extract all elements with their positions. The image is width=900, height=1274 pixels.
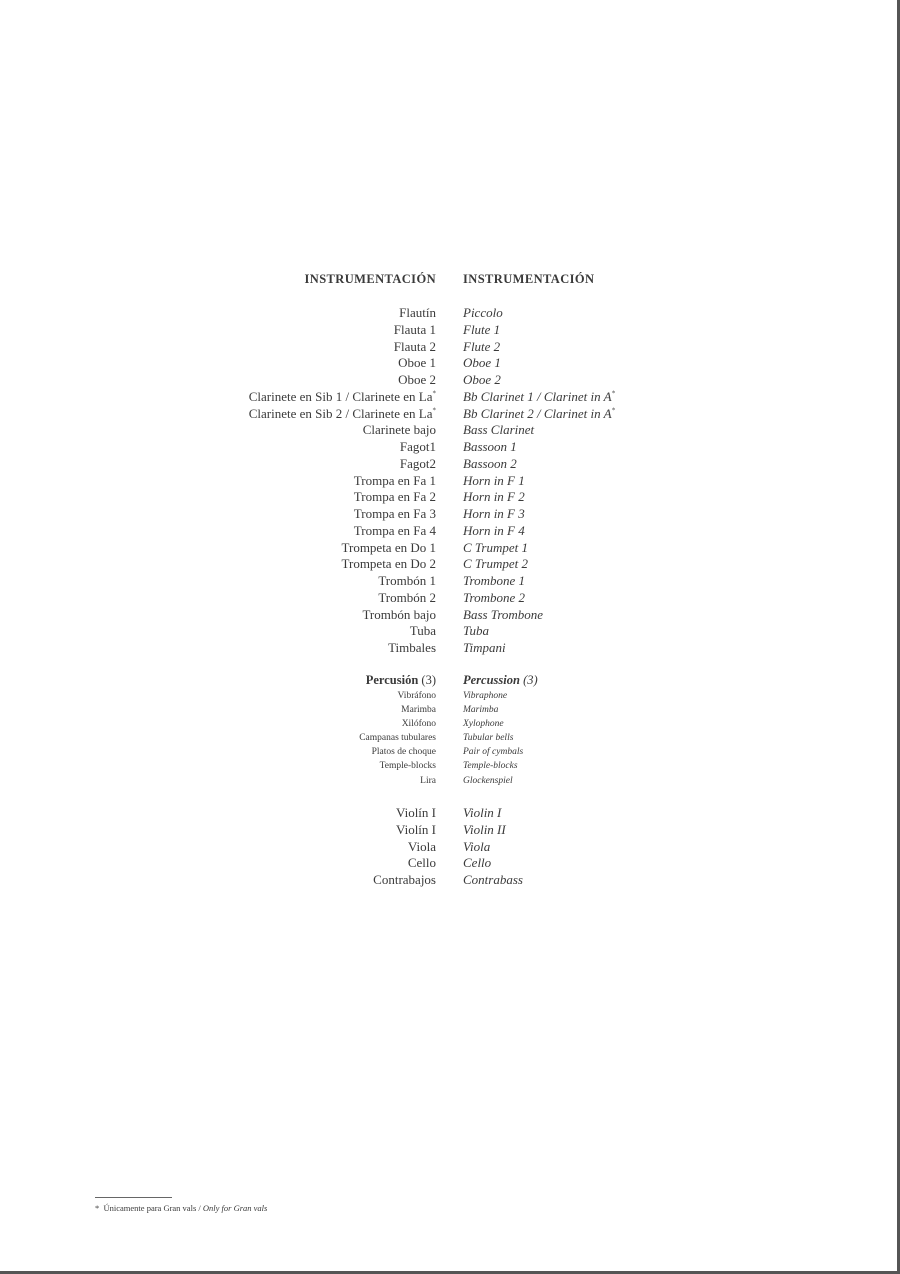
percussion-item-spanish: [359, 731, 436, 745]
string-instrument-spanish: [373, 805, 436, 822]
instrument-spanish-label: Trompa en Fa 1: [353, 472, 436, 488]
string-instrument-spanish-label: Contrabajos: [373, 872, 436, 887]
instrument-english: [463, 439, 615, 456]
string-instrument-english-label: Violin II: [463, 821, 506, 837]
instrument-spanish-label: Trombón 2: [378, 589, 436, 605]
instrument-english-label: Horn in F 3: [463, 506, 525, 521]
footnote: [95, 1203, 267, 1213]
instrument-spanish-label: Tuba: [409, 623, 436, 639]
percussion-item-english-label: Glockenspiel: [463, 775, 513, 786]
percussion-title-english: Percussion: [463, 673, 520, 687]
instrument-english: [463, 506, 615, 523]
instrument-spanish: [249, 556, 436, 573]
instrument-spanish-label: Clarinete en Sib 1 / Clarinete en La: [248, 388, 433, 404]
percussion-item-english-label: Vibraphone: [463, 691, 508, 701]
string-instrument-spanish-label: Viola: [407, 838, 436, 854]
instrument-spanish-label: Clarinete bajo: [362, 422, 436, 438]
instrument-english: [463, 305, 615, 322]
instrument-spanish-label: Fagot2: [399, 455, 436, 471]
heading-spanish: INSTRUMENTACIÓN: [304, 272, 436, 286]
string-instrument-spanish: [373, 839, 436, 856]
instrument-spanish: [249, 607, 436, 624]
string-instrument-spanish-label: Violín I: [395, 821, 436, 837]
instrument-spanish: [249, 623, 436, 640]
percussion-list-english: [463, 689, 523, 788]
percussion-item-english: [463, 731, 523, 745]
percussion-item-spanish-label: Campanas tubulares: [359, 733, 436, 744]
footnote-spanish: Únicamente para Gran vals /: [103, 1203, 201, 1213]
instrument-spanish-label: Trombón 1: [378, 573, 436, 588]
percussion-item-spanish: [359, 774, 436, 788]
instrument-english-label: Oboe 2: [463, 372, 501, 387]
percussion-item-english-label: Xylophone: [463, 719, 504, 730]
instrument-spanish: [249, 473, 436, 490]
instrument-spanish-label: Fagot1: [399, 439, 436, 454]
percussion-heading-spanish: [366, 673, 436, 688]
percussion-list-spanish: [359, 689, 436, 788]
instrument-english-label: Bassoon 2: [463, 455, 517, 471]
instrument-english: [463, 489, 615, 506]
footnote-mark: *: [95, 1203, 100, 1213]
string-instrument-english-label: Violin I: [463, 805, 502, 820]
instrument-english: [463, 523, 615, 540]
string-instrument-spanish-label: Cello: [407, 855, 436, 871]
instrument-english: [463, 607, 615, 624]
instrument-spanish: [249, 389, 436, 406]
instrument-english-label: C Trumpet 1: [463, 539, 529, 555]
instrument-english-label: Horn in F 2: [463, 489, 525, 505]
instrument-english: [463, 339, 615, 356]
instrument-english: [463, 573, 615, 590]
instrument-english-label: Bass Clarinet: [463, 422, 535, 438]
instrument-spanish: [249, 590, 436, 607]
string-instrument-spanish: [373, 822, 436, 839]
percussion-item-english: [463, 759, 523, 773]
instrument-spanish: [249, 406, 436, 423]
instrument-spanish: [249, 640, 436, 657]
instrument-english: [463, 389, 615, 406]
instrument-spanish-label: Trompa en Fa 3: [353, 506, 436, 521]
percussion-item-spanish: [359, 717, 436, 731]
percussion-item-spanish-label: Temple-blocks: [379, 761, 436, 772]
instrument-english: [463, 590, 615, 607]
instrument-english-label: Bb Clarinet 1 / Clarinet in A: [463, 388, 612, 404]
instrument-list-english: [463, 305, 615, 657]
string-instrument-english: [463, 839, 523, 856]
percussion-item-english: [463, 745, 523, 759]
instrument-spanish-label: Flauta 1: [393, 321, 436, 337]
percussion-item-spanish-label: Xilófono: [401, 719, 436, 730]
percussion-item-spanish-label: Marimba: [401, 705, 436, 716]
percussion-item-english: [463, 717, 523, 731]
instrument-english: [463, 355, 615, 372]
instrument-spanish-label: Trompa en Fa 4: [353, 522, 436, 538]
instrument-spanish-label: Flauta 2: [393, 338, 436, 354]
instrument-english-label: Trombone 1: [463, 573, 525, 588]
percussion-item-english: [463, 703, 523, 717]
percussion-item-spanish: [359, 689, 436, 703]
instrument-english: [463, 406, 615, 423]
percussion-item-spanish-label: Platos de choque: [371, 747, 436, 758]
percussion-item-spanish: [359, 759, 436, 773]
percussion-count-english: (3): [523, 673, 538, 687]
percussion-item-spanish: [359, 703, 436, 717]
instrument-spanish: [249, 506, 436, 523]
instrument-spanish: [249, 489, 436, 506]
percussion-item-english-label: Pair of cymbals: [463, 747, 524, 758]
instrument-list-spanish: [249, 305, 436, 657]
instrument-spanish-label: Flautín: [399, 305, 436, 320]
instrument-english-label: C Trumpet 2: [463, 556, 529, 572]
instrument-spanish: [249, 372, 436, 389]
instrument-spanish: [249, 523, 436, 540]
percussion-item-spanish-label: Vibráfono: [397, 691, 436, 701]
string-instrument-spanish-label: Violín I: [395, 805, 436, 820]
instrument-english: [463, 640, 615, 657]
footnote-rule: [95, 1197, 172, 1198]
string-instrument-spanish: [373, 872, 436, 889]
instrument-english-label: Bassoon 1: [463, 439, 517, 454]
footnote-marker: *: [611, 389, 616, 398]
instrument-english-label: Flute 1: [463, 321, 501, 337]
instrument-english-label: Oboe 1: [463, 355, 501, 371]
instrument-spanish: [249, 540, 436, 557]
instrument-spanish: [249, 439, 436, 456]
instrument-english: [463, 473, 615, 490]
instrument-english: [463, 556, 615, 573]
instrument-english-label: Horn in F 1: [463, 472, 525, 488]
string-instrument-english-label: Cello: [463, 855, 492, 871]
instrument-english-label: Piccolo: [463, 305, 503, 320]
instrument-english: [463, 623, 615, 640]
percussion-item-english-label: Marimba: [463, 705, 499, 716]
instrument-english: [463, 540, 615, 557]
percussion-heading-english: [463, 673, 538, 688]
instrument-spanish: [249, 339, 436, 356]
instrument-spanish-label: Trompeta en Do 2: [341, 556, 436, 572]
instrument-english-label: Horn in F 4: [463, 522, 525, 538]
footnote-marker: *: [432, 406, 436, 415]
strings-list-english: [463, 805, 523, 889]
instrument-english: [463, 372, 615, 389]
percussion-item-english: [463, 689, 523, 703]
instrument-spanish: [249, 322, 436, 339]
percussion-count-spanish: (3): [421, 673, 436, 687]
string-instrument-spanish: [373, 855, 436, 872]
strings-list-spanish: [373, 805, 436, 889]
instrument-spanish: [249, 456, 436, 473]
footnote-marker: *: [611, 406, 616, 415]
instrument-spanish: [249, 305, 436, 322]
instrument-spanish-label: Timbales: [388, 640, 436, 655]
string-instrument-english: [463, 822, 523, 839]
instrument-spanish-label: Trompa en Fa 2: [353, 489, 436, 505]
instrument-english-label: Flute 2: [463, 338, 501, 354]
string-instrument-english-label: Contrabass: [463, 872, 523, 887]
instrument-english-label: Bass Trombone: [463, 606, 544, 622]
instrument-english-label: Trombone 2: [463, 589, 525, 605]
instrument-spanish-label: Trombón bajo: [362, 606, 436, 622]
instrument-spanish-label: Oboe 1: [398, 355, 436, 371]
string-instrument-english: [463, 805, 523, 822]
percussion-item-english: [463, 774, 523, 788]
percussion-item-spanish-label: Lira: [420, 775, 436, 786]
percussion-item-english-label: Tubular bells: [463, 733, 514, 744]
instrument-english: [463, 422, 615, 439]
footnote-marker: *: [432, 389, 436, 398]
instrument-english-label: Tuba: [463, 623, 490, 639]
string-instrument-english: [463, 855, 523, 872]
instrument-english: [463, 322, 615, 339]
instrument-spanish: [249, 355, 436, 372]
percussion-item-english-label: Temple-blocks: [463, 761, 518, 772]
instrument-english-label: Bb Clarinet 2 / Clarinet in A: [463, 405, 612, 421]
string-instrument-english-label: Viola: [463, 838, 491, 854]
percussion-title-spanish: Percusión: [365, 673, 419, 687]
instrument-english-label: Timpani: [463, 640, 506, 655]
heading-english: INSTRUMENTACIÓN: [463, 272, 595, 286]
instrument-english: [463, 456, 615, 473]
string-instrument-english: [463, 872, 523, 889]
instrument-spanish-label: Trompeta en Do 1: [341, 539, 436, 555]
footnote-english: Only for Gran vals: [202, 1203, 268, 1213]
instrument-spanish-label: Clarinete en Sib 2 / Clarinete en La: [248, 405, 433, 421]
percussion-item-spanish: [359, 745, 436, 759]
instrument-spanish: [249, 573, 436, 590]
instrument-spanish: [249, 422, 436, 439]
instrument-spanish-label: Oboe 2: [398, 372, 436, 387]
